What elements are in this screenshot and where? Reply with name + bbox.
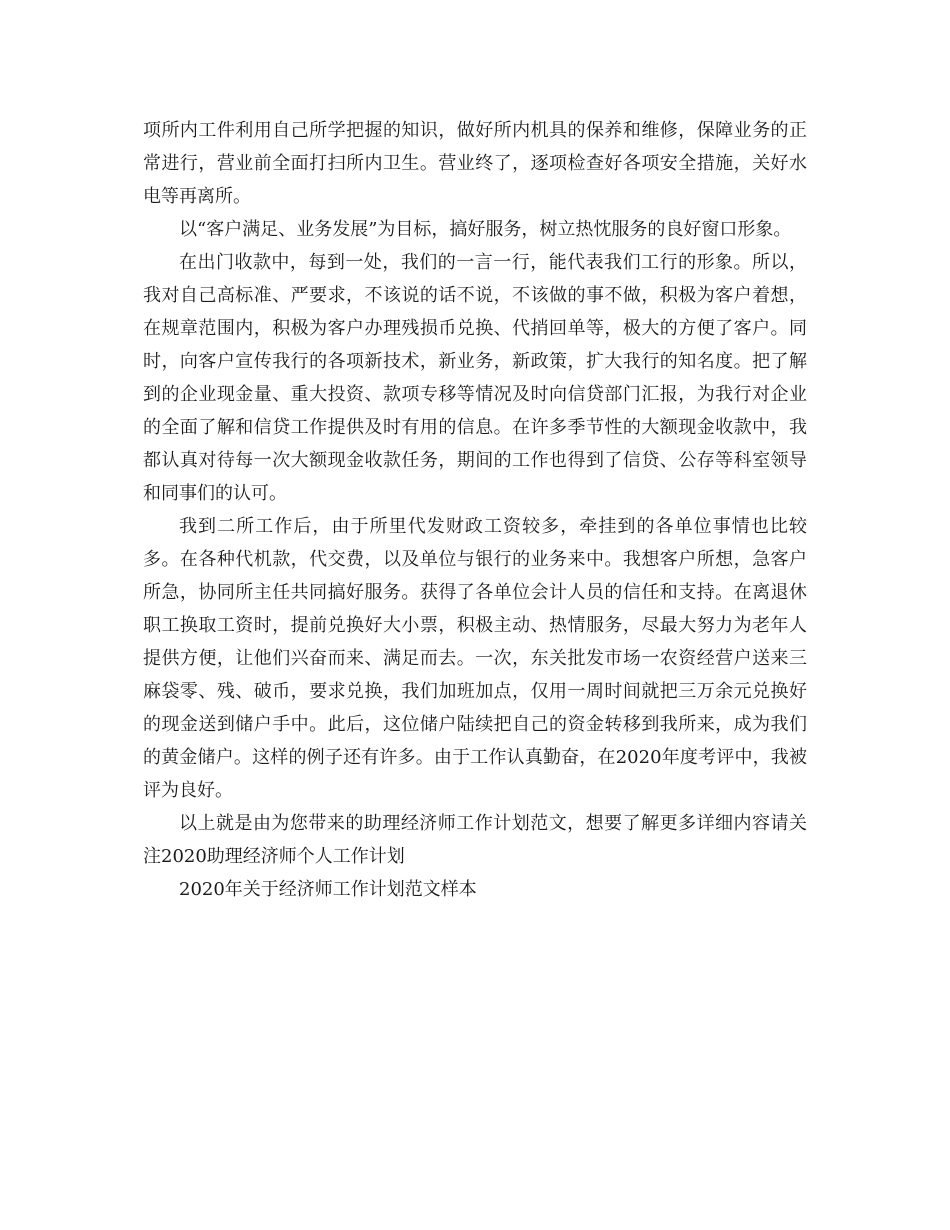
document-body: [143, 114, 807, 906]
paragraph-cash-collection: 在出门收款中，每到一处，我们的一言一行，能代表我们工行的形象。所以，我对自己高标准、严要求，不该说的话不说，不该做的事不做，积极为客户着想，在规章范围内，积极为客户办理残损币兑换、代捎回单等，极大的方便了客户。同时，向客户宣传我行的各项新技术，新业务，新政策，扩大我行的知名度。把了解到的企业现金量、重大投资、款项专移等情况及时向信贷部门汇报，为我行对企业的全面了解和信贷工作提供及时有用的信息。在许多季节性的大额现金收款中，我都认真对待每一次大额现金收款任务，期间的工作也得到了信贷、公存等科室领导和同事们的认可。: [143, 252, 807, 504]
paragraph-second-branch: 我到二所工作后，由于所里代发财政工资较多，牵挂到的各单位事情也比较多。在各种代机款，代交费，以及单位与银行的业务来中。我想客户所想，急客户所急，协同所主任共同搞好服务。获得了各单位会计人员的信任和支持。在离退休职工换取工资时，提前兑换好大小票，积极主动、热情服务，尽最大努力为老年人提供方便，让他们兴奋而来、满足而去。一次，东关批发市场一农资经营户送来三麻袋零、残、破币，要求兑换，我们加班加点，仅用一周时间就把三万余元兑换好的现金送到储户手中。此后，这位储户陆续把自己的资金转移到我所来，成为我们的黄金储户。这样的例子还有许多。由于工作认真勤奋，在2020年度考评中，我被评为良好。: [143, 516, 807, 801]
paragraph-next-title: 2020年关于经济师工作计划范文样本: [179, 879, 477, 900]
paragraph-closing-note: 以上就是由为您带来的助理经济师工作计划范文，想要了解更多详细内容请关注2020助理经济师个人工作计划: [143, 813, 807, 867]
paragraph-service-goal: 以“客户满足、业务发展”为目标，搞好服务，树立热忱服务的良好窗口形象。: [179, 219, 792, 240]
paragraph-continuation: 项所内工件利用自己所学把握的知识，做好所内机具的保养和维修，保障业务的正常进行，营业前全面打扫所内卫生。营业终了，逐项检查好各项安全措施，关好水电等再离所。: [143, 120, 807, 207]
